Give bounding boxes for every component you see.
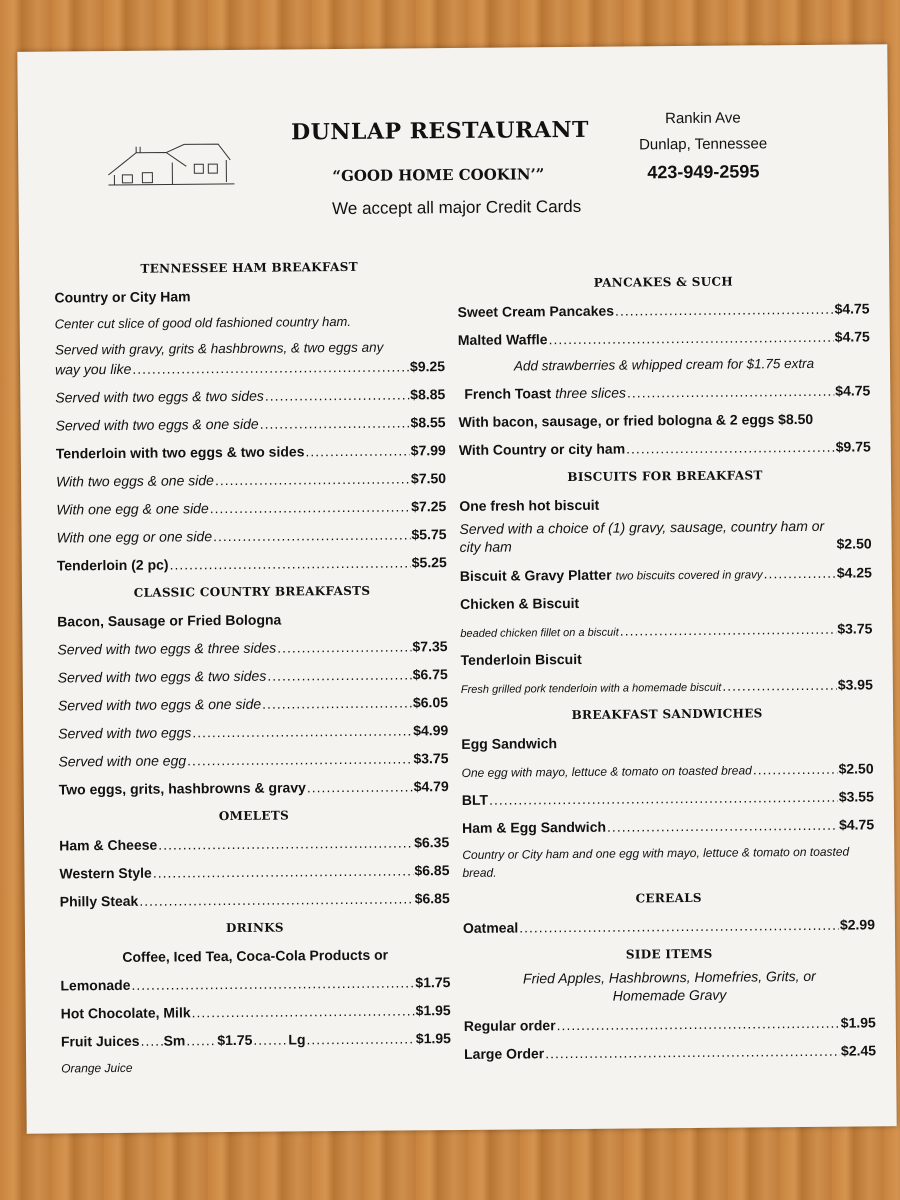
item-price: $4.75 <box>834 300 870 317</box>
leader-dots <box>753 755 838 784</box>
item-price: $1.95 <box>415 1030 451 1047</box>
item-price: $3.75 <box>837 620 873 637</box>
leader-dots <box>140 1027 162 1055</box>
menu-item <box>56 520 446 551</box>
item-label: Tenderloin with two eggs & two sides <box>55 443 305 462</box>
item-description: Fresh grilled pork tenderloin with a homemade biscuit <box>460 681 722 696</box>
item-label: Lemonade <box>60 976 131 994</box>
section-heading: DRINKS <box>225 920 284 936</box>
menu-item <box>459 516 871 556</box>
item-title: Chicken & Biscuit <box>460 594 580 612</box>
section-heading: BREAKFAST SANDWICHES <box>571 706 763 723</box>
item-label: Hot Chocolate, Milk <box>60 1004 191 1022</box>
phone-number: 423-949-2595 <box>647 161 760 183</box>
menu-item <box>61 996 451 1027</box>
menu-item <box>458 322 870 354</box>
item-label: Ham & Cheese <box>59 836 158 854</box>
menu-item <box>464 1036 876 1068</box>
menu-item <box>458 376 870 408</box>
address-city: Dunlap, Tennessee <box>638 135 768 154</box>
item-description: beaded chicken fillet on a biscuit <box>460 626 619 640</box>
leader-dots <box>169 548 410 578</box>
leader-dots <box>607 811 838 841</box>
menu-item <box>56 436 446 467</box>
section-heading: CLASSIC COUNTRY BREAKFASTS <box>133 583 371 600</box>
leader-dots <box>764 559 836 588</box>
item-label: Served with two eggs <box>58 724 192 742</box>
leader-dots <box>253 1025 287 1053</box>
item-label: With two eggs & one side <box>55 472 214 490</box>
section-heading: BISCUITS FOR BREAKFAST <box>567 468 763 485</box>
item-label: Western Style <box>59 864 152 882</box>
item-price: $3.55 <box>838 788 874 805</box>
leader-dots <box>158 828 413 858</box>
menu-item <box>57 632 447 663</box>
address-street: Rankin Ave <box>665 109 741 128</box>
item-price: $6.85 <box>414 890 450 907</box>
item-price: $7.50 <box>410 470 447 487</box>
tagline: “GOOD HOME COOKIN’” <box>332 165 545 186</box>
leader-dots <box>131 968 414 998</box>
item-description: Fried Apples, Hashbrowns, Homefries, Grits, or Homemade Gravy <box>522 967 816 1004</box>
leader-dots <box>548 323 833 353</box>
credit-card-note: We accept all major Credit Cards <box>332 196 582 219</box>
leader-dots <box>615 295 834 325</box>
item-label: Ham & Egg Sandwich <box>462 818 607 836</box>
item-label: With one egg & one side <box>56 500 209 518</box>
leader-dots <box>267 660 412 689</box>
item-price: $3.95 <box>837 676 873 693</box>
menu-item <box>461 754 873 786</box>
item-label: Served with two eggs & three sides <box>57 639 277 658</box>
item-label: BLT <box>461 791 489 808</box>
item-price: $2.99 <box>839 916 876 933</box>
item-price: $9.25 <box>409 358 446 375</box>
item-label: French Toast <box>464 385 552 402</box>
section-heading: SIDE ITEMS <box>625 946 713 962</box>
item-description: Country or City ham and one egg with mayo, lettuce & tomato on toasted bread. <box>462 844 850 880</box>
menu-item <box>461 670 873 702</box>
item-price: $2.45 <box>840 1042 877 1059</box>
leader-dots <box>191 996 414 1026</box>
menu-item <box>460 558 872 590</box>
item-description: Served with a choice of (1) gravy, sausage, country ham or city ham <box>459 517 825 555</box>
item-price: $1.95 <box>415 1002 451 1019</box>
leader-dots <box>260 408 410 437</box>
item-label: With one egg or one side <box>56 528 213 546</box>
menu-item <box>56 464 446 495</box>
item-label: With Country or city ham <box>458 440 626 458</box>
leader-dots <box>627 377 835 407</box>
menu-item <box>58 744 448 775</box>
item-price: $5.25 <box>411 554 447 571</box>
menu-item <box>60 968 450 999</box>
item-label: Fruit Juices <box>60 1032 140 1050</box>
section-heading: PANCAKES & SUCH <box>593 274 734 290</box>
menu-sheet <box>17 44 896 1134</box>
leader-dots <box>545 1037 840 1068</box>
item-price: $7.99 <box>410 442 446 459</box>
leader-dots <box>305 436 410 465</box>
item-price: $6.05 <box>412 694 449 711</box>
item-description: One egg with mayo, lettuce & tomato on toasted bread <box>461 763 752 780</box>
right-column <box>457 266 876 1068</box>
menu-item <box>464 1008 876 1040</box>
size-label: Lg <box>288 1031 306 1048</box>
item-price: $1.75 <box>415 974 451 991</box>
leader-dots <box>262 688 412 717</box>
item-price: $4.75 <box>834 328 870 345</box>
item-label: Sweet Cream Pancakes <box>457 302 615 320</box>
item-price: $8.55 <box>410 414 446 431</box>
leader-dots <box>626 433 835 463</box>
item-title: One fresh hot biscuit <box>459 496 600 514</box>
combo-line: With bacon, sausage, or fried bologna & 2 eggs $8.50 <box>458 410 814 430</box>
item-label: Malted Waffle <box>457 331 548 348</box>
leader-dots <box>139 884 414 914</box>
item-label: Served with two eggs & one side <box>57 695 262 714</box>
menu-item <box>463 910 875 942</box>
leader-dots <box>215 464 410 494</box>
item-price: $7.25 <box>411 498 447 515</box>
item-price: $1.95 <box>840 1014 876 1031</box>
item-note: three slices <box>555 384 627 402</box>
section-heading: CEREALS <box>635 890 702 906</box>
item-title: Egg Sandwich <box>461 735 558 752</box>
menu-item <box>55 380 445 411</box>
menu-item <box>60 884 450 915</box>
leader-dots <box>519 911 839 942</box>
item-title: Country or City Ham <box>54 288 191 306</box>
item-price: $6.35 <box>414 834 450 851</box>
menu-item <box>462 810 874 842</box>
item-price: $1.75 <box>217 1031 253 1049</box>
size-label: Sm <box>163 1032 186 1049</box>
section-heading: TENNESSEE HAM BREAKFAST <box>140 259 358 276</box>
item-label: Oatmeal <box>462 919 519 936</box>
item-label: Served with two eggs & two sides <box>57 667 267 686</box>
menu-item <box>59 772 449 803</box>
menu-item <box>55 352 445 383</box>
addon-note: Add strawberries & whipped cream for $1.75 extra <box>513 355 815 374</box>
menu-item <box>459 432 871 464</box>
menu-item <box>59 828 449 859</box>
juice-note: Orange Juice <box>61 1060 133 1076</box>
item-label: Served with two eggs & one side <box>55 415 259 434</box>
leader-dots <box>557 1009 840 1039</box>
item-label: Served with one egg <box>58 752 187 770</box>
menu-item <box>55 408 445 439</box>
item-price: $4.99 <box>413 722 449 739</box>
leader-dots <box>265 380 410 409</box>
item-note: two biscuits covered in gravy <box>615 569 763 583</box>
item-price: $3.75 <box>413 750 449 767</box>
leader-dots <box>213 520 411 550</box>
leader-dots <box>722 671 837 700</box>
drinks-intro: Coffee, Iced Tea, Coca-Cola Products or <box>122 946 389 965</box>
menu-item <box>58 660 448 691</box>
item-price: $8.85 <box>410 386 446 403</box>
leader-dots <box>489 783 838 814</box>
item-price: $4.75 <box>838 816 875 833</box>
item-price: $4.75 <box>835 382 871 399</box>
section-heading: OMELETS <box>218 808 290 824</box>
leader-dots <box>306 1024 415 1053</box>
leader-dots <box>210 492 411 522</box>
item-price: $9.75 <box>835 438 871 455</box>
restaurant-name: DUNLAP RESTAURANT <box>290 116 590 146</box>
item-description: Served with gravy, grits & hashbrowns, & two eggs any <box>54 339 384 358</box>
item-label: Large Order <box>463 1045 545 1062</box>
item-label: way you like <box>54 360 132 378</box>
item-price: $5.75 <box>411 526 447 543</box>
menu-item <box>457 294 869 326</box>
leader-dots <box>153 856 414 886</box>
leader-dots <box>187 744 413 774</box>
restaurant-building-sketch <box>106 138 236 187</box>
item-title: Bacon, Sausage or Fried Bologna <box>57 611 282 630</box>
item-price: $6.75 <box>412 666 448 683</box>
item-label: Two eggs, grits, hashbrowns & gravy <box>58 779 306 798</box>
menu-item <box>462 782 874 814</box>
leader-dots <box>307 772 413 801</box>
item-price: $2.50 <box>838 760 874 777</box>
item-price: $7.35 <box>412 638 448 655</box>
item-price: $4.79 <box>413 778 449 795</box>
menu-item <box>58 716 448 747</box>
item-label: Tenderloin (2 pc) <box>56 556 169 574</box>
item-label: Regular order <box>463 1017 556 1034</box>
item-price: $2.50 <box>836 535 872 552</box>
left-column <box>54 252 451 1081</box>
item-label: Biscuit & Gravy Platter <box>459 566 612 584</box>
leader-dots <box>192 716 412 746</box>
leader-dots <box>132 352 409 382</box>
item-label: Served with two eggs & two sides <box>55 387 264 406</box>
menu-item <box>460 614 872 646</box>
menu-item <box>56 492 446 523</box>
item-description: Center cut slice of good old fashioned country ham. <box>54 313 352 332</box>
item-title: Tenderloin Biscuit <box>460 650 582 668</box>
leader-dots <box>186 1026 216 1054</box>
menu-item <box>57 548 447 579</box>
menu-item-juices <box>61 1024 451 1055</box>
item-price: $4.25 <box>836 564 872 581</box>
leader-dots <box>277 632 412 661</box>
menu-item <box>59 856 449 887</box>
menu-item <box>58 688 448 719</box>
item-label: Philly Steak <box>59 892 139 910</box>
leader-dots <box>620 615 837 645</box>
item-price: $6.85 <box>414 862 450 879</box>
